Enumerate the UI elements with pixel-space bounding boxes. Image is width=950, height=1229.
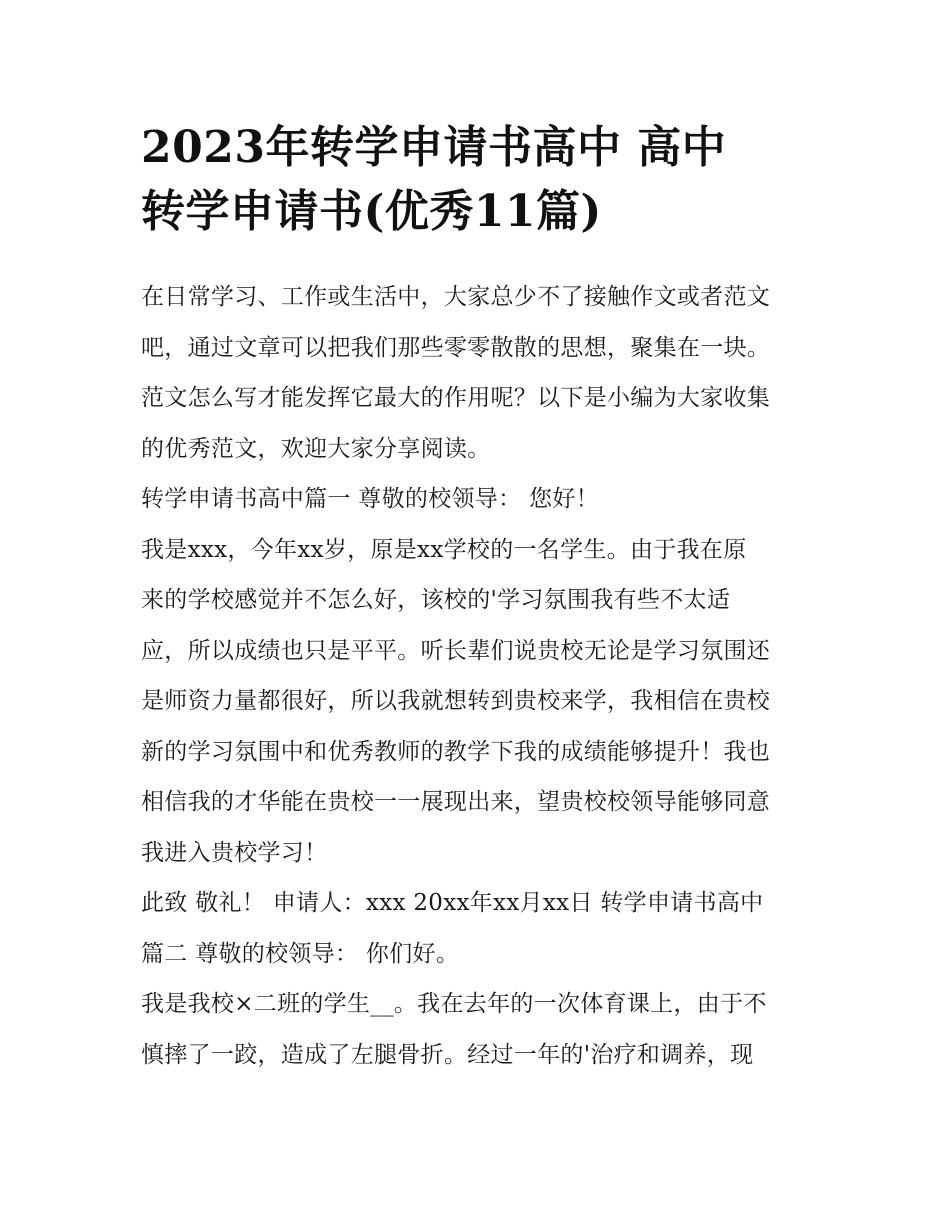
text-line: 应，所以成绩也只是平平。听长辈们说贵校无论是学习氛围还 <box>141 637 771 664</box>
text-line: 的优秀范文，欢迎大家分享阅读。 <box>141 435 491 462</box>
title-line: 转学申请书(优秀11篇) <box>141 186 602 237</box>
text-line: 在日常学习、工作或生活中，大家总少不了接触作文或者范文 <box>141 284 771 310</box>
document-title <box>141 116 821 244</box>
text-line: 来的学校感觉并不怎么好，该校的'学习氛围我有些不太适 <box>141 587 731 613</box>
text-line: 范文怎么写才能发挥它最大的作用呢？以下是小编为大家收集 <box>141 385 771 411</box>
title-line: 2023年转学申请书高中 高中 <box>141 122 727 173</box>
text-line: 此致 敬礼！ 申请人：xxx 20xx年xx月xx日 转学申请书高中 <box>141 890 764 916</box>
text-line: 我是xxx，今年xx岁，原是xx学校的一名学生。由于我在原 <box>141 536 747 563</box>
text-line: 慎摔了一跤，造成了左腿骨折。经过一年的'治疗和调养，现 <box>141 1041 754 1068</box>
text-line: 吧，通过文章可以把我们那些零零散散的思想，聚集在一块。 <box>141 334 771 361</box>
section-heading-line: 篇二 尊敬的校领导： 你们好。 <box>141 940 460 967</box>
text-line: 新的学习氛围中和优秀教师的教学下我的成绩能够提升！我也 <box>141 738 771 765</box>
text-line: 我进入贵校学习！ <box>141 839 328 866</box>
section-heading-line: 转学申请书高中篇一 尊敬的校领导： 您好！ <box>141 486 599 512</box>
text-line: 是师资力量都很好，所以我就想转到贵校来学，我相信在贵校 <box>141 688 771 714</box>
document-content <box>141 116 821 1080</box>
text-line: 我是我校×二班的学生__。我在去年的一次体育课上，由于不 <box>141 991 767 1017</box>
text-line: 相信我的才华能在贵校一一展现出来，望贵校校领导能够同意 <box>141 789 771 815</box>
document-body <box>141 272 821 1080</box>
